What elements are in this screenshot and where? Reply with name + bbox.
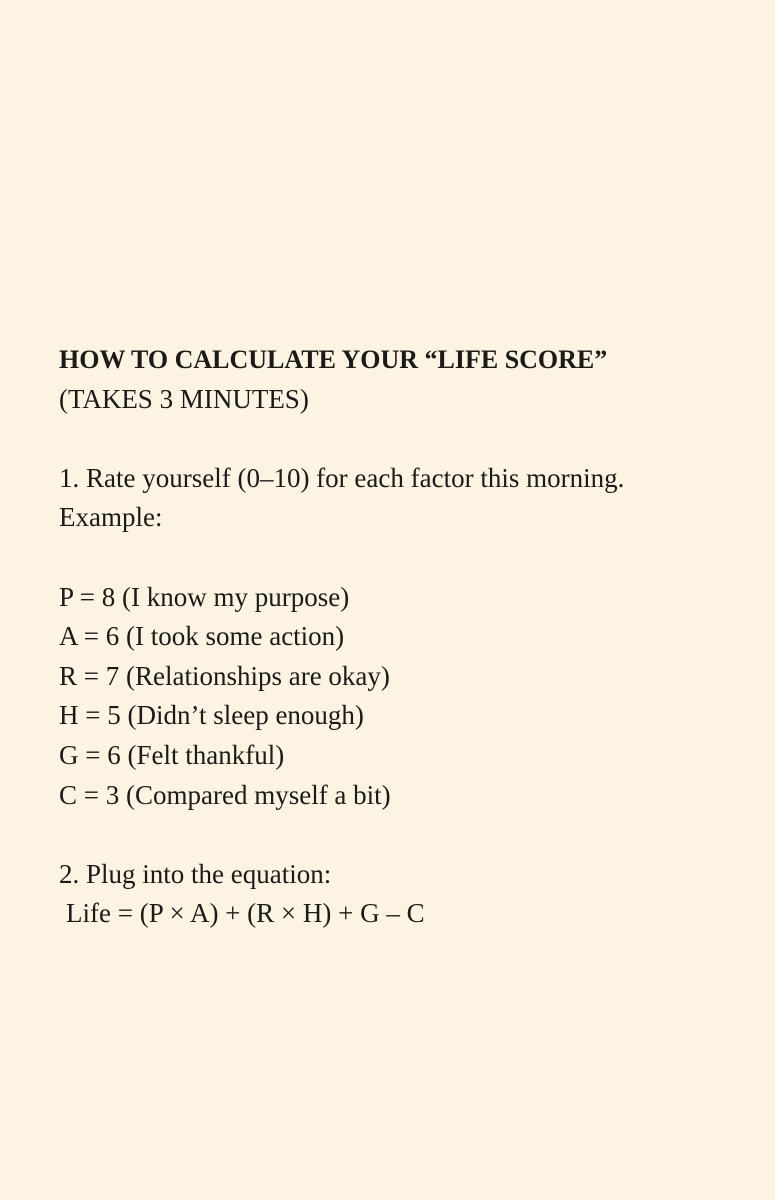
document-title: HOW TO CALCULATE YOUR “LIFE SCORE”	[59, 345, 608, 374]
factor-list	[59, 578, 749, 816]
factor-item-p: P = 8 (I know my purpose)	[59, 581, 350, 612]
spacer	[59, 419, 749, 459]
life-equation: Life = (P × A) + (R × H) + G – C	[66, 898, 425, 929]
step-2-instruction: 2. Plug into the equation:	[59, 858, 332, 889]
document-subtitle: (TAKES 3 MINUTES)	[59, 383, 309, 414]
spacer	[59, 815, 749, 855]
factor-item-g: G = 6 (Felt thankful)	[59, 739, 285, 770]
step-1-example-label: Example:	[59, 502, 163, 533]
document-body	[59, 340, 749, 934]
step-1-instruction: 1. Rate yourself (0–10) for each factor this morning.	[59, 462, 625, 493]
factor-item-r: R = 7 (Relationships are okay)	[59, 660, 390, 691]
factor-item-a: A = 6 (I took some action)	[59, 621, 345, 652]
factor-item-h: H = 5 (Didn’t sleep enough)	[59, 700, 364, 731]
spacer	[59, 538, 749, 578]
factor-item-c: C = 3 (Compared myself a bit)	[59, 779, 391, 810]
